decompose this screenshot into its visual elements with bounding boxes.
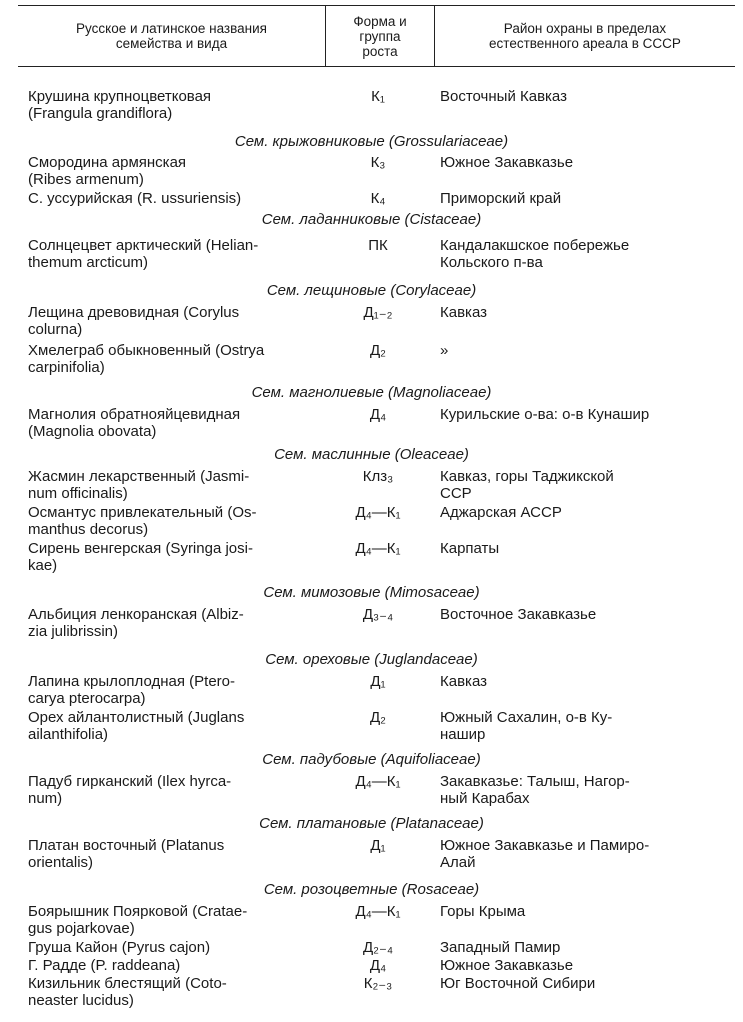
species-name: Лещина древовидная (Corylus colurna) <box>28 304 240 338</box>
family-heading: Сем. ладанниковые (Cistaceae) <box>261 211 482 228</box>
family-heading: Сем. розоцветные (Rosaceae) <box>263 881 480 898</box>
species-name: Османтус привлекательный (Os- manthus decorus) <box>28 504 257 538</box>
protection-area: Закавказье: Талыш, Нагор- ный Карабах <box>440 773 630 807</box>
protection-area: Южный Сахалин, о-в Ку- нашир <box>440 709 613 743</box>
growth-form: Д₁₋₂ <box>363 304 393 321</box>
family-heading: Сем. крыжовниковые (Grossulariaceae) <box>234 133 509 150</box>
species-name: Г. Радде (P. raddeana) <box>28 957 181 974</box>
family-heading: Сем. маслинные (Oleaceae) <box>274 446 469 463</box>
protection-area: Южное Закавказье <box>440 957 574 974</box>
protection-area: Карпаты <box>440 540 500 557</box>
species-name: Смородина армянская (Ribes armenum) <box>28 154 187 188</box>
family-heading: Сем. платановые (Platanaceae) <box>259 815 484 832</box>
growth-form: Клз₃ <box>362 468 394 485</box>
family-heading: Сем. мимозовые (Mimosaceae) <box>263 584 480 601</box>
species-name: Кизильник блестящий (Coto- neaster lucidus) <box>28 975 227 1009</box>
family-heading: Сем. падубовые (Aquifoliaceae) <box>262 751 481 768</box>
species-name: Альбиция ленкоранская (Albiz- zia julibrissin) <box>28 606 244 640</box>
header-protection-area: Район охраны в пределах естественного ареала в СССР <box>489 21 681 51</box>
species-name: С. уссурийская (R. ussuriensis) <box>28 190 242 207</box>
growth-form: Д₄—К₁ <box>355 504 401 521</box>
header-species-name: Русское и латинское названия семейства и вида <box>76 21 267 51</box>
protection-area: Кандалакшское побережье Кольского п-ва <box>440 237 630 271</box>
growth-form: Д₄—К₁ <box>355 773 401 790</box>
protection-area: Юг Восточной Сибири <box>440 975 596 992</box>
growth-form: Д₄ <box>369 957 387 974</box>
growth-form: Д₂₋₄ <box>362 939 394 956</box>
species-name: Падуб гирканский (Ilex hyrca- num) <box>28 773 232 807</box>
growth-form: Д₁ <box>370 837 386 854</box>
protection-area: Южное Закавказье и Памиро- Алай <box>440 837 650 871</box>
growth-form: К₁ <box>371 88 385 105</box>
table-header <box>18 5 735 67</box>
species-name: Жасмин лекарственный (Jasmi- num officinalis) <box>28 468 250 502</box>
growth-form: Д₂ <box>370 709 386 726</box>
species-name: Крушина крупноцветковая (Frangula grandiflora) <box>28 88 212 122</box>
growth-form: К₂₋₃ <box>363 975 393 992</box>
species-name: Орех айлантолистный (Juglans ailanthifolia) <box>28 709 245 743</box>
growth-form: Д₃₋₄ <box>362 606 394 623</box>
growth-form: ПК <box>368 237 388 254</box>
protection-area: Приморский край <box>440 190 562 207</box>
growth-form: Д₄ <box>369 406 387 423</box>
protection-area: Кавказ, горы Таджикской ССР <box>440 468 614 502</box>
family-heading: Сем. лещиновые (Corylaceae) <box>266 282 477 299</box>
species-name: Боярышник Поярковой (Cratae- gus pojarkovae) <box>28 903 248 937</box>
growth-form: Д₄—К₁ <box>355 540 401 557</box>
growth-form: К₃ <box>370 154 386 171</box>
growth-form: Д₁ <box>370 673 386 690</box>
growth-form: Д₂ <box>370 342 386 359</box>
protection-area: Кавказ <box>440 304 487 321</box>
header-growth-form: Форма и группа роста <box>325 6 435 66</box>
family-heading: Сем. ореховые (Juglandaceae) <box>265 651 478 668</box>
species-name: Хмелеграб обыкновенный (Ostrya carpinifolia) <box>28 342 265 376</box>
species-name: Солнцецвет арктический (Helian- themum arcticum) <box>28 237 259 271</box>
species-name: Магнолия обратнояйцевидная (Magnolia obovata) <box>28 406 241 440</box>
growth-form: К₄ <box>370 190 386 207</box>
protection-area: Курильские о-ва: о-в Кунашир <box>440 406 650 423</box>
species-name: Платан восточный (Platanus orientalis) <box>28 837 225 871</box>
protection-area: Горы Крыма <box>440 903 526 920</box>
protection-area: » <box>440 342 449 359</box>
growth-form: Д₄—К₁ <box>355 903 401 920</box>
protection-area: Аджарская АССР <box>440 504 562 521</box>
species-name: Сирень венгерская (Syringa josi- kae) <box>28 540 253 574</box>
protection-area: Западный Памир <box>440 939 561 956</box>
protection-area: Восточное Закавказье <box>440 606 597 623</box>
species-name: Груша Кайон (Pyrus cajon) <box>28 939 211 956</box>
protection-area: Кавказ <box>440 673 487 690</box>
family-heading: Сем. магнолиевые (Magnoliaceae) <box>251 384 492 401</box>
protection-area: Восточный Кавказ <box>440 88 567 105</box>
protection-area: Южное Закавказье <box>440 154 574 171</box>
species-name: Лапина крылоплодная (Ptero- carya pterocarpa) <box>28 673 235 707</box>
